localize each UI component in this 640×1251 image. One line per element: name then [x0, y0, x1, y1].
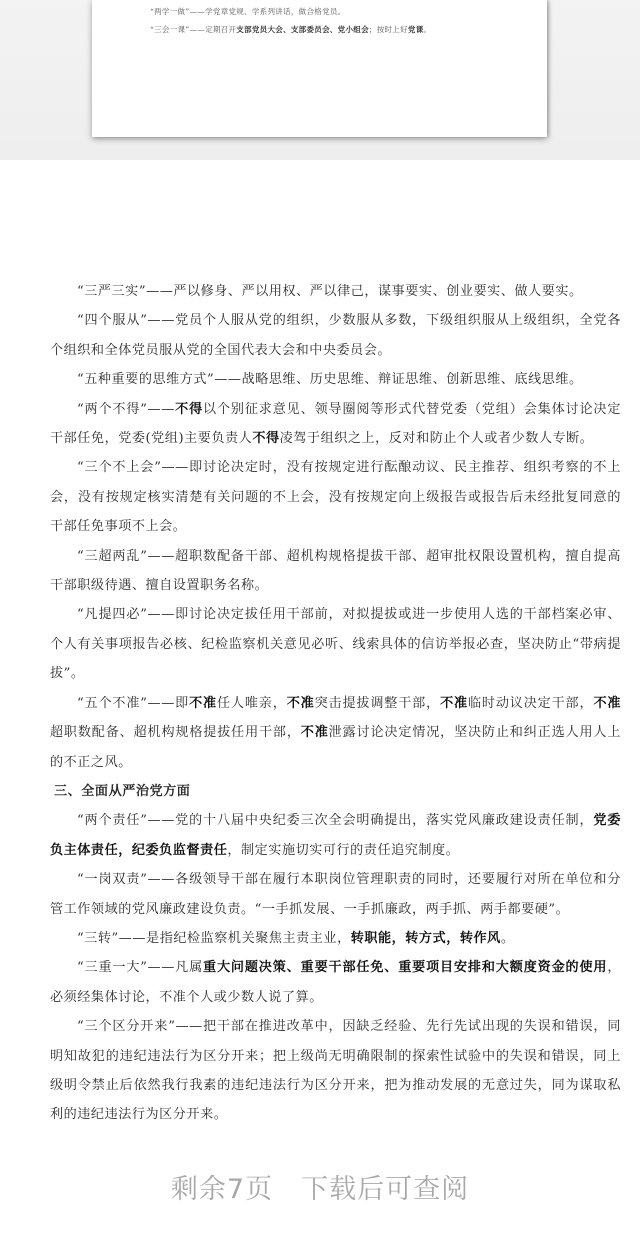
paragraph-liangge-zeren: “两个责任”——党的十八届中央纪委三次全会明确提出，落实党风廉政建设责任制，党委负主体责任，纪委负监督责任，制定实施切实可行的责任追究制度。: [50, 813, 621, 858]
paragraph-sange-qufen: “三个区分开来”——把干部在推进改革中，因缺乏经验、先行先试出现的失误和错误，同明知故犯的违纪违法行为区分开来；把上级尚无明确限制的探索性试验中的失误和错误，同上级明令禁止后依然我行我素的违纪违法行为区分开来，把为推动发展的无意过失，同为谋取私利的违纪违法行为区分开来。: [50, 1019, 621, 1123]
paragraph-sange-bushanghui: “三个不上会”——即讨论决定时，没有按规定进行酝酿动议、民主推荐、组织考察的不上会，没有按规定核实清楚有关问题的不上会，没有按规定向上级报告或报告后未经批复同意的干部任免事项不上会。: [50, 460, 621, 535]
paragraph-yigang-shuangze: “一岗双责”——各级领导干部在履行本职岗位管理职责的同时，还要履行对所在单位和分管工作领域的党风廉政建设负责。“一手抓发展、一手抓廉政，两手抓、两手都要硬”。: [50, 872, 621, 917]
paragraph-sanchao-liangluan: “三超两乱”——超职数配备干部、超机构规格提拔干部、超审批权限设置机构，擅自提高干部职级待遇、擅自设置职务名称。: [50, 548, 621, 594]
preview-line-liangxue: “两学一做”——学党章党规、学系列讲话，做合格党员。: [150, 7, 346, 16]
remaining-pages-notice[interactable]: 剩余7页 下载后可查阅: [170, 1174, 470, 1205]
section-heading-3: 三、全面从严治党方面: [54, 783, 191, 799]
paragraph-fanti-sibi: “凡提四必”——即讨论决定拔任用干部前，对拟提拔或进一步使用人选的干部档案必审、个人有关事项报告必核、纪检监察机关意见必听、线索具体的信访举报必查，坚决防止“带病提拔”。: [50, 607, 621, 682]
paragraph-sanzhong-yida: “三重一大”——凡属重大问题决策、重要干部任免、重要项目安排和大额度资金的使用，必须经集体讨论，不准个人或少数人说了算。: [50, 960, 622, 1005]
previous-page-preview: [92, 0, 547, 137]
paragraph-liangge-bude: “两个不得”——不得以个别征求意见、领导圈阅等形式代替党委（党组）会集体讨论决定干部任免，党委(党组)主要负责人不得凌驾于组织之上，反对和防止个人或者少数人专断。: [50, 401, 621, 447]
preview-background: [0, 0, 640, 160]
paragraph-sanzhuan: “三转”——是指纪检监察机关聚焦主责主业，转职能，转方式，转作风。: [77, 930, 515, 946]
preview-line-sanhui: “三会一课”——定期召开支部党员大会、支部委员会、党小组会；按时上好党课。: [150, 25, 432, 34]
paragraph-wuzhong-siwei: “五种重要的思维方式”——战略思维、历史思维、辩证思维、创新思维、底线思维。: [77, 372, 583, 388]
paragraph-sige-fucong: “四个服从”——党员个人服从党的组织，少数服从多数，下级组织服从上级组织，全党各个组织和全体党员服从党的全国代表大会和中央委员会。: [50, 313, 621, 358]
document-body: [50, 277, 621, 1130]
paragraph-wuge-buzhun: “五个不准”——即不准任人唯亲，不准突击提拔调整干部，不准临时动议决定干部，不准超职数配备、超机构规格提拔任用干部，不准泄露讨论决定情况，坚决防止和纠正选人用人上的不正之风。: [50, 695, 622, 770]
paragraph-sanyan-sanshi: “三严三实”——严以修身、严以用权、严以律己，谋事要实、创业要实、做人要实。: [77, 284, 583, 299]
